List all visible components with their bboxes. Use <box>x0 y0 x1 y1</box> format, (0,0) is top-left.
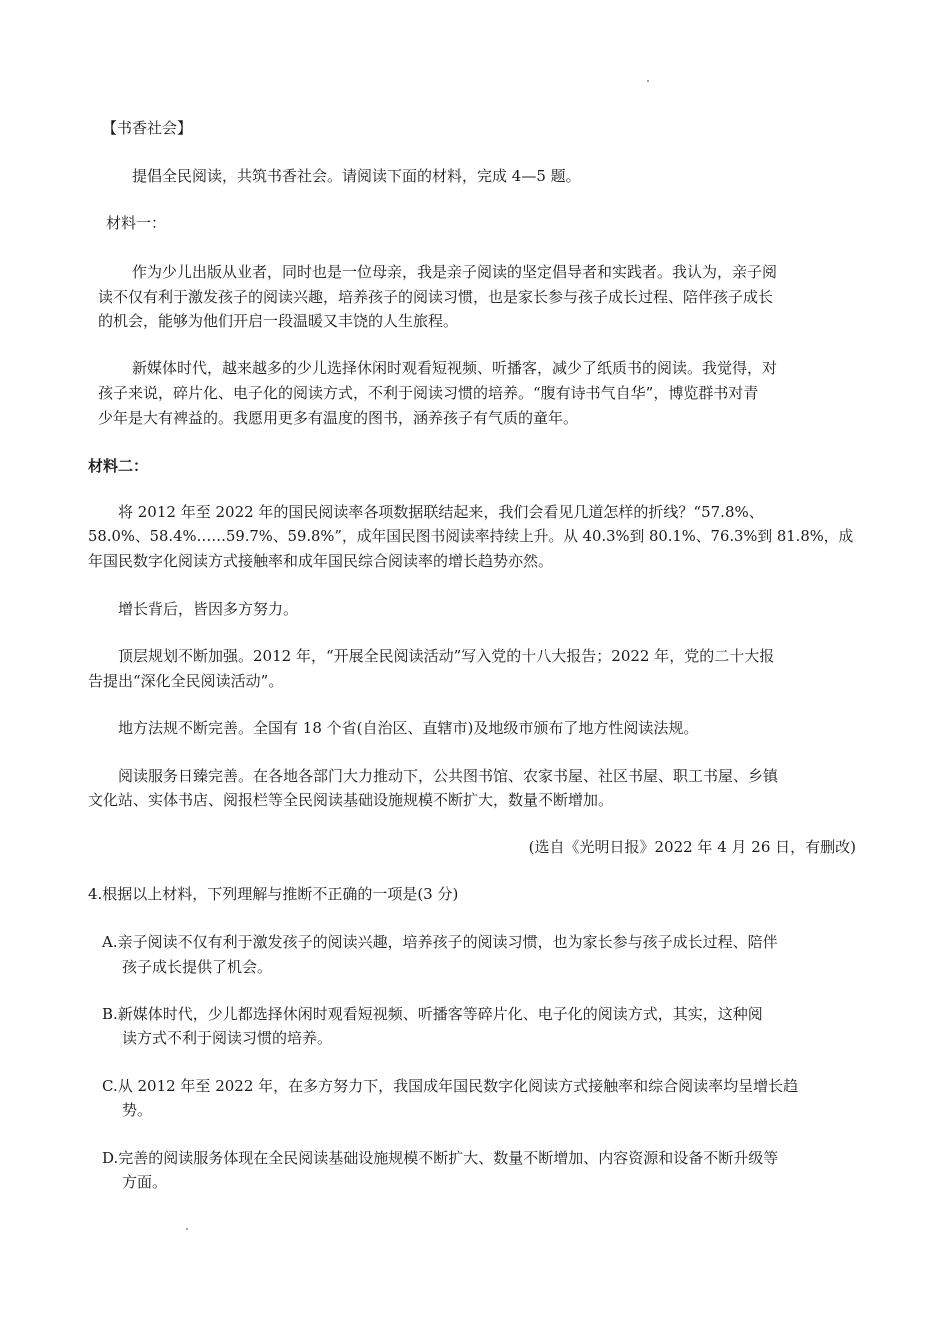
section-title: 【书香社会】 <box>102 119 193 137</box>
material1-p1-line2: 读不仅有利于激发孩子的阅读兴趣，培养孩子的阅读习惯，也是家长参与孩子成长过程、陪伴孩子成长 <box>98 288 774 306</box>
question4-option-d-line1: D.完善的阅读服务体现在全民阅读基础设施规模不断扩大、数量不断增加、内容资源和设备不断升级等 <box>102 1149 779 1167</box>
material1-p2-line1: 新媒体时代，越来越多的少儿选择休闲时观看短视频、听播客，减少了纸质书的阅读。我觉得，对 <box>132 359 778 377</box>
question4-option-b-line2: 读方式不利于阅读习惯的培养。 <box>122 1029 333 1047</box>
question4-stem: 4.根据以上材料，下列理解与推断不正确的一项是(3 分) <box>88 885 459 903</box>
material2-p2: 增长背后，皆因多方努力。 <box>118 600 299 618</box>
material2-p5-line2: 文化站、实体书店、阅报栏等全民阅读基础设施规模不断扩大，数量不断增加。 <box>88 791 614 809</box>
material1-p1-line3: 的机会，能够为他们开启一段温暖又丰饶的人生旅程。 <box>98 312 459 330</box>
question4-option-c-line1: C.从 2012 年至 2022 年，在多方努力下，我国成年国民数字化阅读方式接触率和综合阅读率均呈增长趋 <box>102 1077 799 1095</box>
material2-p1-line1: 将 2012 年至 2022 年的国民阅读率各项数据联结起来，我们会看见几道怎样的折线？“57.8%、 <box>118 503 764 521</box>
material2-p3-line1: 顶层规划不断加强。2012 年，“开展全民阅读活动”写入党的十八大报告；2022 年，党的二十大报 <box>118 647 775 665</box>
material2-p1-line2: 58.0%、58.4%……59.7%、59.8%”，成年国民图书阅读率持续上升。从 40.3%到 80.1%、76.3%到 81.8%，成 <box>88 528 854 545</box>
material2-p4: 地方法规不断完善。全国有 18 个省(自治区、直辖市)及地级市颁布了地方性阅读法规。 <box>118 719 699 737</box>
intro-text: 提倡全民阅读，共筑书香社会。请阅读下面的材料，完成 4—5 题。 <box>132 167 581 185</box>
material1-p2-line2: 孩子来说，碎片化、电子化的阅读方式，不利于阅读习惯的培养。“腹有诗书气自华”，博览群书对青 <box>98 384 759 402</box>
question4-option-b-line1: B.新媒体时代，少儿都选择休闲时观看短视频、听播客等碎片化、电子化的阅读方式，其实，这种阅 <box>102 1005 763 1023</box>
question4-option-d-line2: 方面。 <box>122 1173 168 1191</box>
question4-option-c-line2: 势。 <box>122 1101 153 1119</box>
material2-p1-line3: 年国民数字化阅读方式接触率和成年国民综合阅读率的增长趋势亦然。 <box>88 552 554 570</box>
material1-p2-line3: 少年是大有裨益的。我愿用更多有温度的图书，涵养孩子有气质的童年。 <box>98 409 579 427</box>
material2-p3-line2: 告提出“深化全民阅读活动”。 <box>88 672 284 690</box>
material1-heading: 材料一： <box>106 214 167 232</box>
material2-source: (选自《光明日报》2022 年 4 月 26 日，有删改) <box>528 838 856 856</box>
question4-option-a-line2: 孩子成长提供了机会。 <box>122 958 273 976</box>
decorative-dot-bottom <box>186 1228 188 1230</box>
material1-p1-line1: 作为少儿出版从业者，同时也是一位母亲，我是亲子阅读的坚定倡导者和实践者。我认为，亲子阅 <box>132 263 778 281</box>
material2-p5-line1: 阅读服务日臻完善。在各地各部门大力推动下，公共图书馆、农家书屋、社区书屋、职工书屋、乡镇 <box>118 767 779 785</box>
decorative-dot-top <box>647 80 649 82</box>
question4-option-a-line1: A.亲子阅读不仅有利于激发孩子的阅读兴趣，培养孩子的阅读习惯，也为家长参与孩子成长过程、陪伴 <box>102 933 778 951</box>
material2-heading: 材料二： <box>88 457 149 475</box>
